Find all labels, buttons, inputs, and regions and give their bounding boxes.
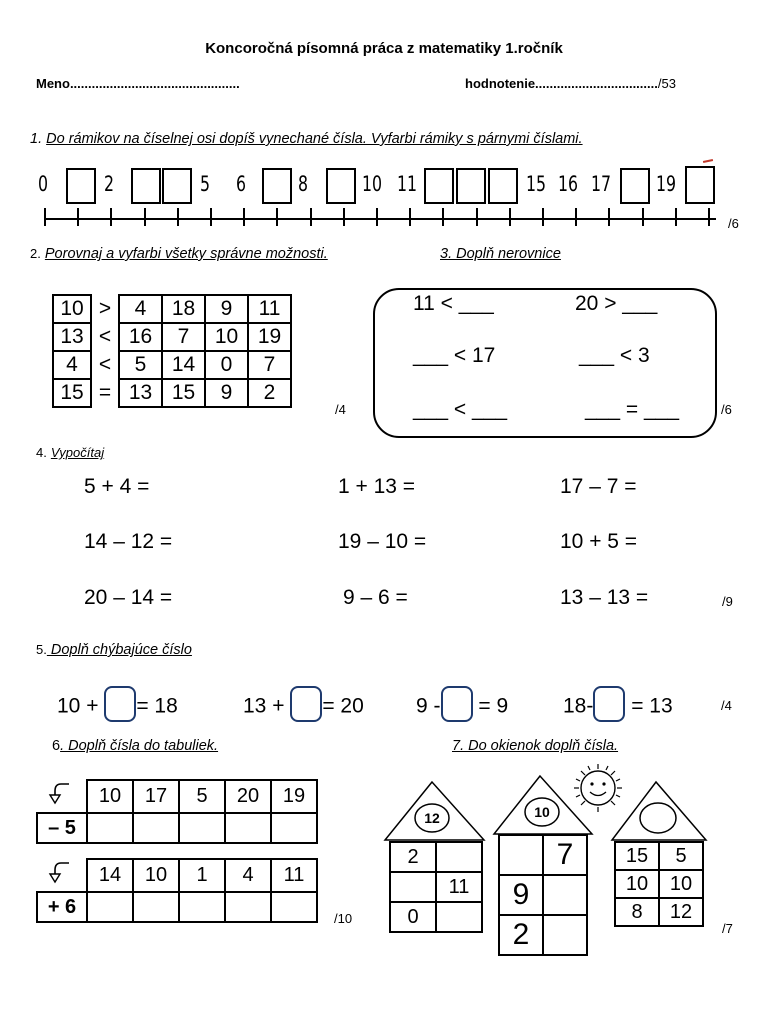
grade-label: hodnotenie.................................. [465,76,658,91]
house-grid-1 [389,841,483,933]
compare-left: 13 [53,323,91,351]
house-cell[interactable]: 11 [436,872,482,902]
comparison-table [52,294,292,408]
house-cell[interactable]: 15 [615,842,659,870]
axis-tick [110,208,112,226]
number-box[interactable] [488,168,518,204]
compare-option[interactable]: 9 [205,295,248,323]
missing-number-equation [243,689,364,725]
calc-exercise[interactable]: 5 + 4 = [84,475,150,498]
answer-cell[interactable] [133,892,179,922]
operation-table-1 [36,779,318,844]
compare-left: 4 [53,351,91,379]
operation-label: + 6 [37,892,87,922]
table-row [615,898,703,926]
house-cell[interactable]: 5 [659,842,703,870]
table-row [615,870,703,898]
table-row [499,835,587,875]
table-cell: 14 [87,859,133,892]
answer-cell[interactable] [87,892,133,922]
number-box[interactable] [66,168,96,204]
table-row [53,379,291,407]
house-cell[interactable] [543,875,587,915]
task6-heading [52,738,218,754]
house-cell[interactable]: 10 [659,870,703,898]
task3-instruction: 3. Doplň nerovnice [440,246,561,262]
calc-exercise[interactable]: 1 + 13 = [338,475,416,498]
axis-tick [276,208,278,226]
task4-number: 4. [36,445,47,460]
missing-number-equation [416,689,508,725]
compare-option[interactable]: 9 [205,379,248,407]
missing-number-equation [57,689,178,725]
table-row [615,842,703,870]
compare-option[interactable]: 5 [119,351,162,379]
page-title: Koncoročná písomná práca z matematiky 1.ročník [205,40,563,57]
axis-tick [376,208,378,226]
task7-heading [452,738,618,754]
task1-heading [30,131,583,147]
equation-left: 9 - [416,694,441,718]
house-cell[interactable]: 10 [615,870,659,898]
red-mark [703,159,713,163]
task6-score: /10 [334,911,353,926]
task6-instruction: . Doplň čísla do tabuliek. [60,738,219,754]
table-row [37,780,317,813]
table-row [390,842,482,872]
calc-exercise[interactable]: 20 – 14 = [84,586,173,609]
axis-tick [442,208,444,226]
house-cell[interactable] [390,872,436,902]
answer-box[interactable] [441,686,473,722]
answer-cell[interactable] [133,813,179,843]
operation-table-2 [36,858,318,923]
task3-score: /6 [721,402,732,417]
grade-field[interactable] [465,76,676,91]
compare-option[interactable]: 0 [205,351,248,379]
compare-operator: > [98,297,112,320]
comparison-grid [52,294,292,408]
inequality[interactable]: ___ < 17 [413,344,496,367]
axis-tick [310,208,312,226]
table-row [37,813,317,843]
axis-tick [77,208,79,226]
answer-box[interactable] [593,686,625,722]
number-line-value: 8 [298,172,309,196]
compare-option[interactable]: 4 [119,295,162,323]
calc-exercise[interactable]: 19 – 10 = [338,530,427,553]
table-cell: 4 [225,859,271,892]
axis-tick [177,208,179,226]
task1-instruction: Do rámikov na číselnej osi dopíš vynechané čísla. Vyfarbi rámiky s párnymi číslami. [46,131,583,147]
number-line-value: 0 [38,172,49,196]
equation-left: 10 + [57,694,99,718]
number-box[interactable] [326,168,356,204]
task2-score: /4 [335,402,346,417]
grade-points: /53 [657,76,676,91]
inequalities-box [373,288,717,438]
compare-option[interactable]: 11 [248,295,291,323]
number-line-value: 2 [104,172,115,196]
calc-exercise[interactable]: 9 – 6 = [343,586,408,609]
table-cell: 11 [271,859,317,892]
table-cell: 19 [271,780,317,813]
table-row [37,859,317,892]
inequality[interactable]: 20 > ___ [575,292,658,315]
number-box[interactable] [685,166,715,204]
task2-number: 2. [30,246,41,261]
axis-tick [608,208,610,226]
axis-tick [642,208,644,226]
axis-tick [675,208,677,226]
equation-left: 18- [563,694,594,718]
compare-option[interactable]: 2 [248,379,291,407]
house-cell[interactable]: 7 [543,835,587,875]
table-row [390,902,482,932]
table-row [53,351,291,379]
number-line-value: 17 [591,172,612,196]
equation-right: = 13 [631,694,673,718]
number-line-value: 6 [236,172,247,196]
calc-exercise[interactable]: 13 – 13 = [560,586,649,609]
task1-score: /6 [728,216,739,231]
task2-heading [30,246,328,262]
compare-operator: < [98,325,112,348]
task4-heading [36,445,104,461]
answer-cell[interactable] [179,813,225,843]
axis-tick [509,208,511,226]
number-line-value: 15 [526,172,547,196]
answer-cell[interactable] [87,813,133,843]
arrow-cell [37,780,87,813]
compare-operator: = [98,381,112,404]
task7-score: /7 [722,921,733,936]
task2-instruction: Porovnaj a vyfarbi všetky správne možnosti. [44,246,328,262]
house-cell[interactable] [499,835,543,875]
sun-icon [574,764,622,812]
compare-option[interactable]: 7 [248,351,291,379]
house-cell[interactable]: 0 [390,902,436,932]
house-cell[interactable]: 9 [499,875,543,915]
calc-exercise[interactable]: 14 – 12 = [84,530,173,553]
house-cell[interactable] [436,842,482,872]
house-cell[interactable]: 2 [390,842,436,872]
missing-number-equation [563,689,673,725]
compare-operator: < [98,353,112,376]
task5-heading [36,642,192,658]
operation-label: – 5 [37,813,87,843]
name-field[interactable]: Meno............................................... [36,76,240,91]
equation-right: = 9 [478,694,509,718]
answer-box[interactable] [290,686,322,722]
task5-number: 5. [36,642,47,657]
number-box[interactable] [620,168,650,204]
task5-score: /4 [721,698,732,713]
number-box[interactable] [162,168,192,204]
table-cell: 20 [225,780,271,813]
curved-arrow-icon [47,859,77,885]
roof-number: 12 [424,810,440,826]
equation-right: = 20 [322,694,364,718]
compare-option[interactable]: 16 [119,323,162,351]
task7-instruction: 7. Do okienok doplň čísla. [452,738,619,754]
axis-tick [243,208,245,226]
axis-tick [575,208,577,226]
compare-option[interactable]: 7 [162,323,205,351]
axis-tick [343,208,345,226]
number-box[interactable] [424,168,454,204]
arrow-cell [37,859,87,892]
house-cell[interactable]: 2 [499,915,543,955]
answer-cell[interactable] [225,892,271,922]
answer-box[interactable] [104,686,136,722]
axis-tick [44,208,46,226]
compare-option[interactable]: 18 [162,295,205,323]
compare-option[interactable]: 10 [205,323,248,351]
answer-cell[interactable] [271,813,317,843]
equation-left: 13 + [243,694,285,718]
number-line-value: 11 [397,172,418,196]
number-line-value: 16 [558,172,579,196]
table-row [499,915,587,955]
task3-heading [440,246,561,262]
axis-tick [144,208,146,226]
compare-option[interactable]: 14 [162,351,205,379]
task5-instruction: Doplň chýbajúce číslo [46,642,192,658]
answer-cell[interactable] [179,892,225,922]
number-line-value: 19 [656,172,677,196]
table-cell: 5 [179,780,225,813]
compare-left: 10 [53,295,91,323]
table-row [53,323,291,351]
curved-arrow-icon [47,780,77,806]
roof-number: 10 [534,804,550,820]
table-row [37,892,317,922]
inequality[interactable]: 11 < ___ [413,292,494,315]
house-cell[interactable] [543,915,587,955]
axis-tick [210,208,212,226]
number-box[interactable] [456,168,486,204]
house-cell[interactable] [436,902,482,932]
task4-instruction: Vypočítaj [50,445,105,460]
axis-tick [542,208,544,226]
axis-tick [409,208,411,226]
table-row [499,875,587,915]
answer-cell[interactable] [271,892,317,922]
inequality[interactable]: ___ < 3 [579,344,650,367]
house-cell[interactable]: 12 [659,898,703,926]
house-cell[interactable]: 8 [615,898,659,926]
number-box[interactable] [131,168,161,204]
roof-window [640,803,676,833]
house-grid-3 [614,841,704,927]
answer-cell[interactable] [225,813,271,843]
equation-right: = 18 [136,694,178,718]
table-row [53,295,291,323]
inequality[interactable]: ___ = ___ [585,398,680,421]
task6-number: 6 [52,738,61,754]
table-cell: 10 [133,859,179,892]
table-cell: 10 [87,780,133,813]
inequality[interactable]: ___ < ___ [413,398,508,421]
axis-tick [708,208,710,226]
calc-exercise[interactable]: 10 + 5 = [560,530,638,553]
compare-left: 15 [53,379,91,407]
number-line-value: 5 [200,172,211,196]
task1-number: 1. [30,131,43,147]
number-line-value: 10 [362,172,383,196]
task4-score: /9 [722,594,733,609]
table-cell: 1 [179,859,225,892]
number-box[interactable] [262,168,292,204]
calc-exercise[interactable]: 17 – 7 = [560,475,637,498]
table-cell: 17 [133,780,179,813]
compare-option[interactable]: 19 [248,323,291,351]
compare-option[interactable]: 13 [119,379,162,407]
axis-tick [476,208,478,226]
table-row [390,872,482,902]
house-grid-2 [498,834,588,956]
compare-option[interactable]: 15 [162,379,205,407]
